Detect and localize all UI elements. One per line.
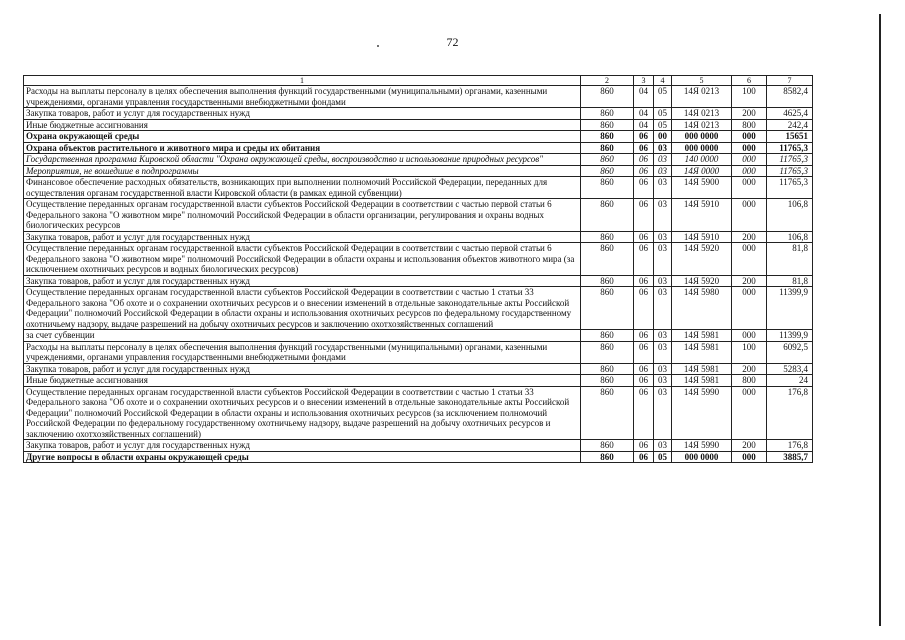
cell-section: 06: [634, 243, 654, 276]
cell-amount: 11399,9: [767, 287, 813, 330]
cell-exp-type: 000: [732, 330, 767, 342]
budget-table-body: [24, 76, 813, 463]
cell-section: 06: [634, 165, 654, 177]
cell-subsection: 05: [654, 119, 672, 131]
cell-target: 14Я 5990: [672, 386, 732, 440]
table-row: [24, 375, 813, 387]
cell-ministry: 860: [581, 451, 634, 463]
cell-amount: 11765,3: [767, 177, 813, 199]
cell-subsection: 03: [654, 142, 672, 154]
cell-name: Осуществление переданных органам государственной власти субъектов Российской Федерации в соответствии с частью первой статьи 6 Федерального закона "О животном мире" полномочий Российской Федерации в области охраны и использования объектов животного мира (за исключением охотничьих ресурсов и водных биологических ресурсов): [24, 243, 581, 276]
cell-exp-type: 000: [732, 243, 767, 276]
cell-amount: 3885,7: [767, 451, 813, 463]
table-row: [24, 231, 813, 243]
cell-exp-type: 000: [732, 177, 767, 199]
header-cell-amount: 7: [767, 76, 813, 86]
cell-ministry: 860: [581, 386, 634, 440]
cell-amount: 4625,4: [767, 108, 813, 120]
cell-section: 04: [634, 119, 654, 131]
cell-name: Закупка товаров, работ и услуг для государственных нужд: [24, 231, 581, 243]
cell-section: 06: [634, 440, 654, 452]
cell-name: Осуществление переданных органам государственной власти субъектов Российской Федерации в соответствии с частью 1 статьи 33 Федерального закона "Об охоте и о сохранении охотничьих ресурсов и о внесении изменений в отдельные законодательные акты Российской Федерации" полномочий Российской Федерации в области охраны и использования охотничьих ресурсов по федеральному государственному охотничьему надзору, выдаче разрешений на добычу охотничьих ресурсов и заключению охотхозяйственных соглашений: [24, 287, 581, 330]
cell-exp-type: 000: [732, 142, 767, 154]
table-row: [24, 341, 813, 363]
cell-ministry: 860: [581, 199, 634, 232]
cell-section: 04: [634, 86, 654, 108]
cell-section: 06: [634, 199, 654, 232]
cell-ministry: 860: [581, 142, 634, 154]
cell-target: 14Я 0000: [672, 165, 732, 177]
cell-ministry: 860: [581, 131, 634, 143]
cell-subsection: 05: [654, 86, 672, 108]
cell-amount: 11765,3: [767, 154, 813, 166]
cell-section: 06: [634, 386, 654, 440]
header-cell-target: 5: [672, 76, 732, 86]
header-cell-subsection: 4: [654, 76, 672, 86]
cell-section: 06: [634, 154, 654, 166]
cell-ministry: 860: [581, 287, 634, 330]
cell-name: Осуществление переданных органам государственной власти субъектов Российской Федерации в соответствии с частью первой статьи 6 Федерального закона "О животном мире" полномочий Российской Федерации в области организации, регулирования и охраны водных биологических ресурсов: [24, 199, 581, 232]
table-row: [24, 287, 813, 330]
cell-subsection: 03: [654, 375, 672, 387]
cell-subsection: 03: [654, 165, 672, 177]
table-row: [24, 131, 813, 143]
cell-name: Закупка товаров, работ и услуг для государственных нужд: [24, 440, 581, 452]
table-header-row: [24, 76, 813, 86]
cell-ministry: 860: [581, 177, 634, 199]
table-row: [24, 86, 813, 108]
cell-section: 04: [634, 108, 654, 120]
cell-section: 06: [634, 287, 654, 330]
table-row: [24, 363, 813, 375]
cell-ministry: 860: [581, 275, 634, 287]
cell-target: 14Я 5910: [672, 199, 732, 232]
cell-section: 06: [634, 451, 654, 463]
cell-section: 06: [634, 330, 654, 342]
cell-name: Закупка товаров, работ и услуг для государственных нужд: [24, 363, 581, 375]
cell-target: 14Я 5980: [672, 287, 732, 330]
cell-name: Охрана объектов растительного и животного мира и среды их обитания: [24, 142, 581, 154]
table-row: [24, 440, 813, 452]
cell-amount: 11765,3: [767, 165, 813, 177]
cell-section: 06: [634, 341, 654, 363]
cell-name: Охрана окружающей среды: [24, 131, 581, 143]
header-cell-section: 3: [634, 76, 654, 86]
cell-target: 14Я 5910: [672, 231, 732, 243]
table-row: [24, 451, 813, 463]
cell-target: 14Я 0213: [672, 119, 732, 131]
cell-exp-type: 000: [732, 199, 767, 232]
cell-ministry: 860: [581, 330, 634, 342]
cell-section: 06: [634, 142, 654, 154]
cell-amount: 106,8: [767, 231, 813, 243]
cell-amount: 242,4: [767, 119, 813, 131]
table-row: [24, 165, 813, 177]
cell-target: 14Я 5920: [672, 243, 732, 276]
cell-ministry: 860: [581, 440, 634, 452]
cell-target: 14Я 5990: [672, 440, 732, 452]
cell-section: 06: [634, 231, 654, 243]
cell-ministry: 860: [581, 119, 634, 131]
cell-subsection: 03: [654, 177, 672, 199]
cell-exp-type: 800: [732, 375, 767, 387]
cell-subsection: 03: [654, 287, 672, 330]
cell-ministry: 860: [581, 165, 634, 177]
cell-amount: 5283,4: [767, 363, 813, 375]
cell-amount: 8582,4: [767, 86, 813, 108]
cell-exp-type: 200: [732, 363, 767, 375]
cell-exp-type: 000: [732, 287, 767, 330]
cell-target: 14Я 5981: [672, 341, 732, 363]
cell-ministry: 860: [581, 231, 634, 243]
table-row: [24, 386, 813, 440]
cell-subsection: 03: [654, 231, 672, 243]
cell-target: 000 0000: [672, 131, 732, 143]
table-row: [24, 142, 813, 154]
cell-target: 000 0000: [672, 142, 732, 154]
cell-amount: 106,8: [767, 199, 813, 232]
cell-name: Государственная программа Кировской области "Охрана окружающей среды, воспроизводство и использование природных ресурсов": [24, 154, 581, 166]
cell-name: Иные бюджетные ассигнования: [24, 119, 581, 131]
cell-exp-type: 000: [732, 165, 767, 177]
cell-amount: 11765,3: [767, 142, 813, 154]
cell-target: 14Я 5981: [672, 330, 732, 342]
cell-section: 06: [634, 375, 654, 387]
cell-exp-type: 800: [732, 119, 767, 131]
cell-name: Мероприятия, не вошедшие в подпрограммы: [24, 165, 581, 177]
cell-subsection: 03: [654, 330, 672, 342]
page-number: 72: [446, 35, 459, 49]
cell-target: 14Я 0213: [672, 108, 732, 120]
cell-target: 000 0000: [672, 451, 732, 463]
scan-edge-line: [879, 14, 881, 626]
header-cell-ministry: 2: [581, 76, 634, 86]
cell-name: Иные бюджетные ассигнования: [24, 375, 581, 387]
cell-ministry: 860: [581, 108, 634, 120]
cell-subsection: 03: [654, 199, 672, 232]
cell-name: Закупка товаров, работ и услуг для государственных нужд: [24, 275, 581, 287]
cell-target: 14Я 5900: [672, 177, 732, 199]
cell-amount: 81,8: [767, 275, 813, 287]
cell-name: Осуществление переданных органам государственной власти субъектов Российской Федерации в соответствии с частью 1 статьи 33 Федерального закона "Об охоте и о сохранении охотничьих ресурсов и о внесении изменений в отдельные законодательные акты Российской Федерации" полномочий Российской Федерации в области охраны и использования охотничьих ресурсов (за исключением полномочий Российской Федерации по федеральному государственному охотничьему надзору, выдаче разрешений на добычу охотничьих ресурсов и заключению охотхозяйственных соглашений): [24, 386, 581, 440]
cell-exp-type: 200: [732, 275, 767, 287]
cell-amount: 24: [767, 375, 813, 387]
cell-ministry: 860: [581, 243, 634, 276]
table-row: [24, 275, 813, 287]
cell-amount: 81,8: [767, 243, 813, 276]
cell-exp-type: 200: [732, 440, 767, 452]
cell-exp-type: 100: [732, 341, 767, 363]
cell-amount: 6092,5: [767, 341, 813, 363]
cell-exp-type: 200: [732, 108, 767, 120]
cell-exp-type: 000: [732, 386, 767, 440]
cell-subsection: 03: [654, 363, 672, 375]
cell-ministry: 860: [581, 154, 634, 166]
cell-exp-type: 100: [732, 86, 767, 108]
cell-name: Расходы на выплаты персоналу в целях обеспечения выполнения функций государственными (муниципальными) органами, казенными учреждениями, органами управления государственными внебюджетными фондами: [24, 341, 581, 363]
cell-subsection: 03: [654, 154, 672, 166]
cell-target: 14Я 5981: [672, 375, 732, 387]
cell-name: Расходы на выплаты персоналу в целях обеспечения выполнения функций государственными (муниципальными) органами, казенными учреждениями, органами управления государственными внебюджетными фондами: [24, 86, 581, 108]
cell-name: Финансовое обеспечение расходных обязательств, возникающих при выполнении полномочий Российской Федерации, переданных для осуществления органам государственной власти Кировской области (в рамках единой субвенции): [24, 177, 581, 199]
cell-subsection: 00: [654, 131, 672, 143]
cell-ministry: 860: [581, 363, 634, 375]
cell-ministry: 860: [581, 341, 634, 363]
table-row: [24, 243, 813, 276]
cell-amount: 15651: [767, 131, 813, 143]
cell-section: 06: [634, 363, 654, 375]
cell-name: за счет субвенции: [24, 330, 581, 342]
table-row: [24, 119, 813, 131]
cell-section: 06: [634, 177, 654, 199]
cell-exp-type: 200: [732, 231, 767, 243]
cell-subsection: 05: [654, 108, 672, 120]
cell-exp-type: 000: [732, 154, 767, 166]
cell-section: 06: [634, 275, 654, 287]
table-row: [24, 108, 813, 120]
cell-section: 06: [634, 131, 654, 143]
cell-amount: 176,8: [767, 440, 813, 452]
table-row: [24, 177, 813, 199]
cell-amount: 176,8: [767, 386, 813, 440]
cell-target: 14Я 0213: [672, 86, 732, 108]
cell-amount: 11399,9: [767, 330, 813, 342]
scan-speck: [377, 45, 379, 47]
cell-name: Закупка товаров, работ и услуг для государственных нужд: [24, 108, 581, 120]
cell-exp-type: 000: [732, 451, 767, 463]
cell-subsection: 03: [654, 275, 672, 287]
cell-target: 14Я 5920: [672, 275, 732, 287]
budget-table: [23, 75, 813, 463]
header-cell-exp-type: 6: [732, 76, 767, 86]
cell-subsection: 05: [654, 451, 672, 463]
cell-subsection: 03: [654, 243, 672, 276]
table-row: [24, 154, 813, 166]
cell-subsection: 03: [654, 386, 672, 440]
cell-exp-type: 000: [732, 131, 767, 143]
cell-target: 140 0000: [672, 154, 732, 166]
table-row: [24, 199, 813, 232]
table-row: [24, 330, 813, 342]
cell-name: Другие вопросы в области охраны окружающей среды: [24, 451, 581, 463]
cell-subsection: 03: [654, 440, 672, 452]
cell-ministry: 860: [581, 86, 634, 108]
cell-target: 14Я 5981: [672, 363, 732, 375]
cell-subsection: 03: [654, 341, 672, 363]
cell-ministry: 860: [581, 375, 634, 387]
header-cell-name: 1: [24, 76, 581, 86]
